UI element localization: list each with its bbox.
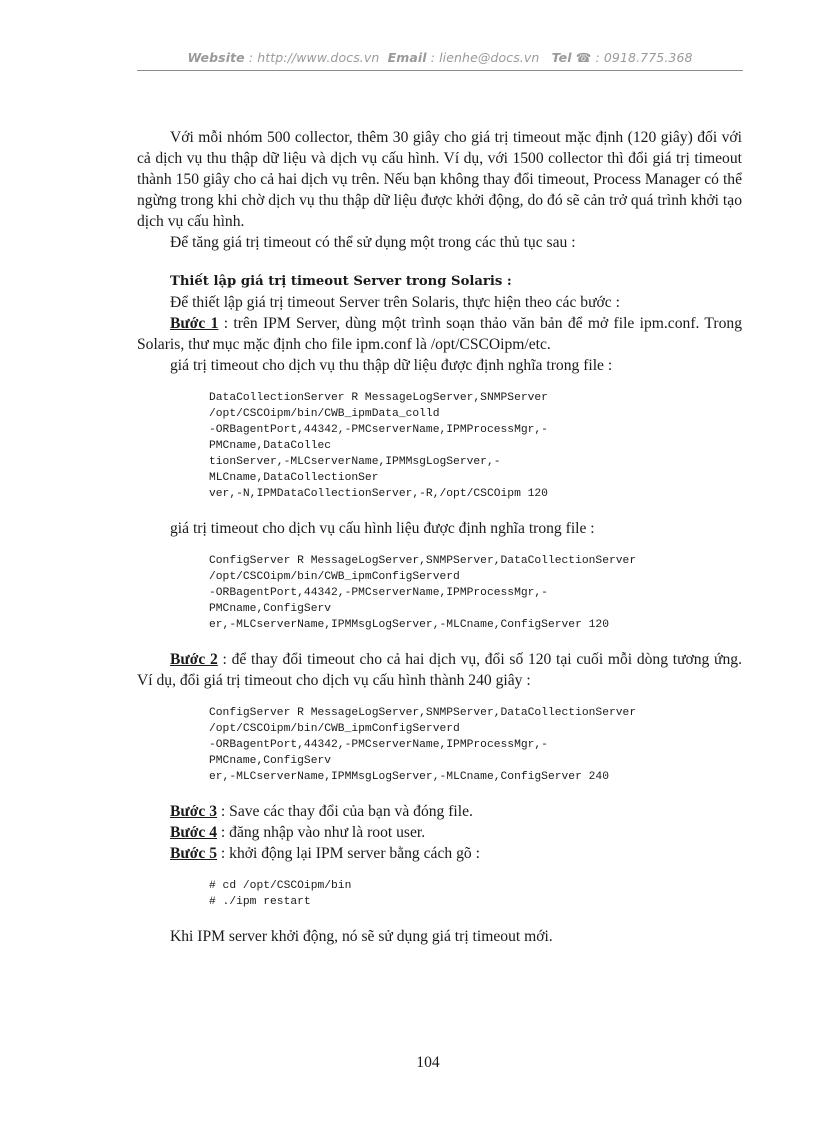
step-5-text: : khởi động lại IPM server bằng cách gõ : [217,845,480,862]
step-5-label: Bước 5 [170,845,218,862]
code-block-config-120: ConfigServer R MessageLogServer,SNMPServer,DataCollectionServer /opt/CSCOipm/bin/CWB_ipmConfigServerd -ORBagentPort,44342,-PMCserverName,IPMProcessMgr,- PMCname,ConfigServ er,-MLCserverName,IPMMsgLogServer,-MLCname,ConfigServer 120 [209,555,637,631]
website-label: Website [187,50,245,65]
section-heading: Thiết lập giá trị timeout Server trong Solaris : [170,274,512,289]
step-1 [137,313,742,355]
page-header [137,50,743,65]
step-4-text: : đăng nhập vào như là root user. [217,824,426,841]
data-collection-intro: giá trị timeout cho dịch vụ thu thập dữ liệu được định nghĩa trong file : [170,357,613,374]
code-block-config-240: ConfigServer R MessageLogServer,SNMPServer,DataCollectionServer /opt/CSCOipm/bin/CWB_ipmConfigServerd -ORBagentPort,44342,-PMCserverName,IPMProcessMgr,- PMCname,ConfigServ er,-MLCserverName,IPMMsgLogServer,-MLCname,ConfigServer 240 [209,707,637,783]
code-block-data-collection: DataCollectionServer R MessageLogServer,SNMPServer /opt/CSCOipm/bin/CWB_ipmData_colld -ORBagentPort,44342,-PMCserverName,IPMProcessMgr,- PMCname,DataCollec tionServer,-MLCserverName,IPMMsgLogServer,- MLCname,DataCollectionSer ver,-N,IPMDataCollectionServer,-R,/opt/CSCOipm 120 [209,392,548,500]
telephone-icon: ☎ [575,50,592,65]
step-3-text: : Save các thay đổi của bạn và đóng file. [217,803,473,820]
email-label: Email [387,50,427,65]
header-divider [137,70,743,71]
config-intro: giá trị timeout cho dịch vụ cấu hình liệu được định nghĩa trong file : [170,520,595,537]
step-2 [137,649,742,691]
step-2-label: Bước 2 [170,651,218,668]
page-body [137,127,742,947]
email-value: : lienhe@docs.vn [430,50,540,65]
step-5 [137,843,742,864]
page-number: 104 [416,1054,440,1071]
step-1-label: Bước 1 [170,315,219,332]
closing-paragraph: Khi IPM server khởi động, nó sẽ sử dụng giá trị timeout mới. [170,928,553,945]
intro-paragraph: Với mỗi nhóm 500 collector, thêm 30 giây cho giá trị timeout mặc định (120 giây) đối với cả dịch vụ thu thập dữ liệu và dịch vụ cấu hình. Ví dụ, với 1500 collector thì đổi giá trị timeout thành 150 giây cho cả hai dịch vụ trên. Nếu bạn không thay đổi timeout, Process Manager có thể ngừng trong khi chờ dịch vụ thu thập dữ liệu được khởi động, do đó sẽ cản trở quá trình khởi tạo dịch vụ cấu hình. [137,129,742,230]
step-2-text: : để thay đổi timeout cho cả hai dịch vụ, đổi số 120 tại cuối mỗi dòng tương ứng. Ví dụ, đổi giá trị timeout cho dịch vụ cấu hình thành 240 giây : [137,651,743,689]
step-3-label: Bước 3 [170,803,218,820]
tel-label: Tel [551,50,572,65]
step-1-text: : trên IPM Server, dùng một trình soạn thảo văn bản để mở file ipm.conf. Trong Solaris, thư mục mặc định cho file ipm.conf là /opt/CSCOipm/etc. [137,315,742,353]
tel-value: : 0918.775.368 [595,50,693,65]
heading-intro: Để thiết lập giá trị timeout Server trên Solaris, thực hiện theo các bước : [170,294,620,311]
procedure-intro: Để tăng giá trị timeout có thể sử dụng một trong các thủ tục sau : [170,234,576,251]
step-4-label: Bước 4 [170,824,218,841]
step-3 [137,801,742,822]
code-block-restart: # cd /opt/CSCOipm/bin # ./ipm restart [209,880,352,908]
website-value: : http://www.docs.vn [248,50,380,65]
step-4 [137,822,742,843]
